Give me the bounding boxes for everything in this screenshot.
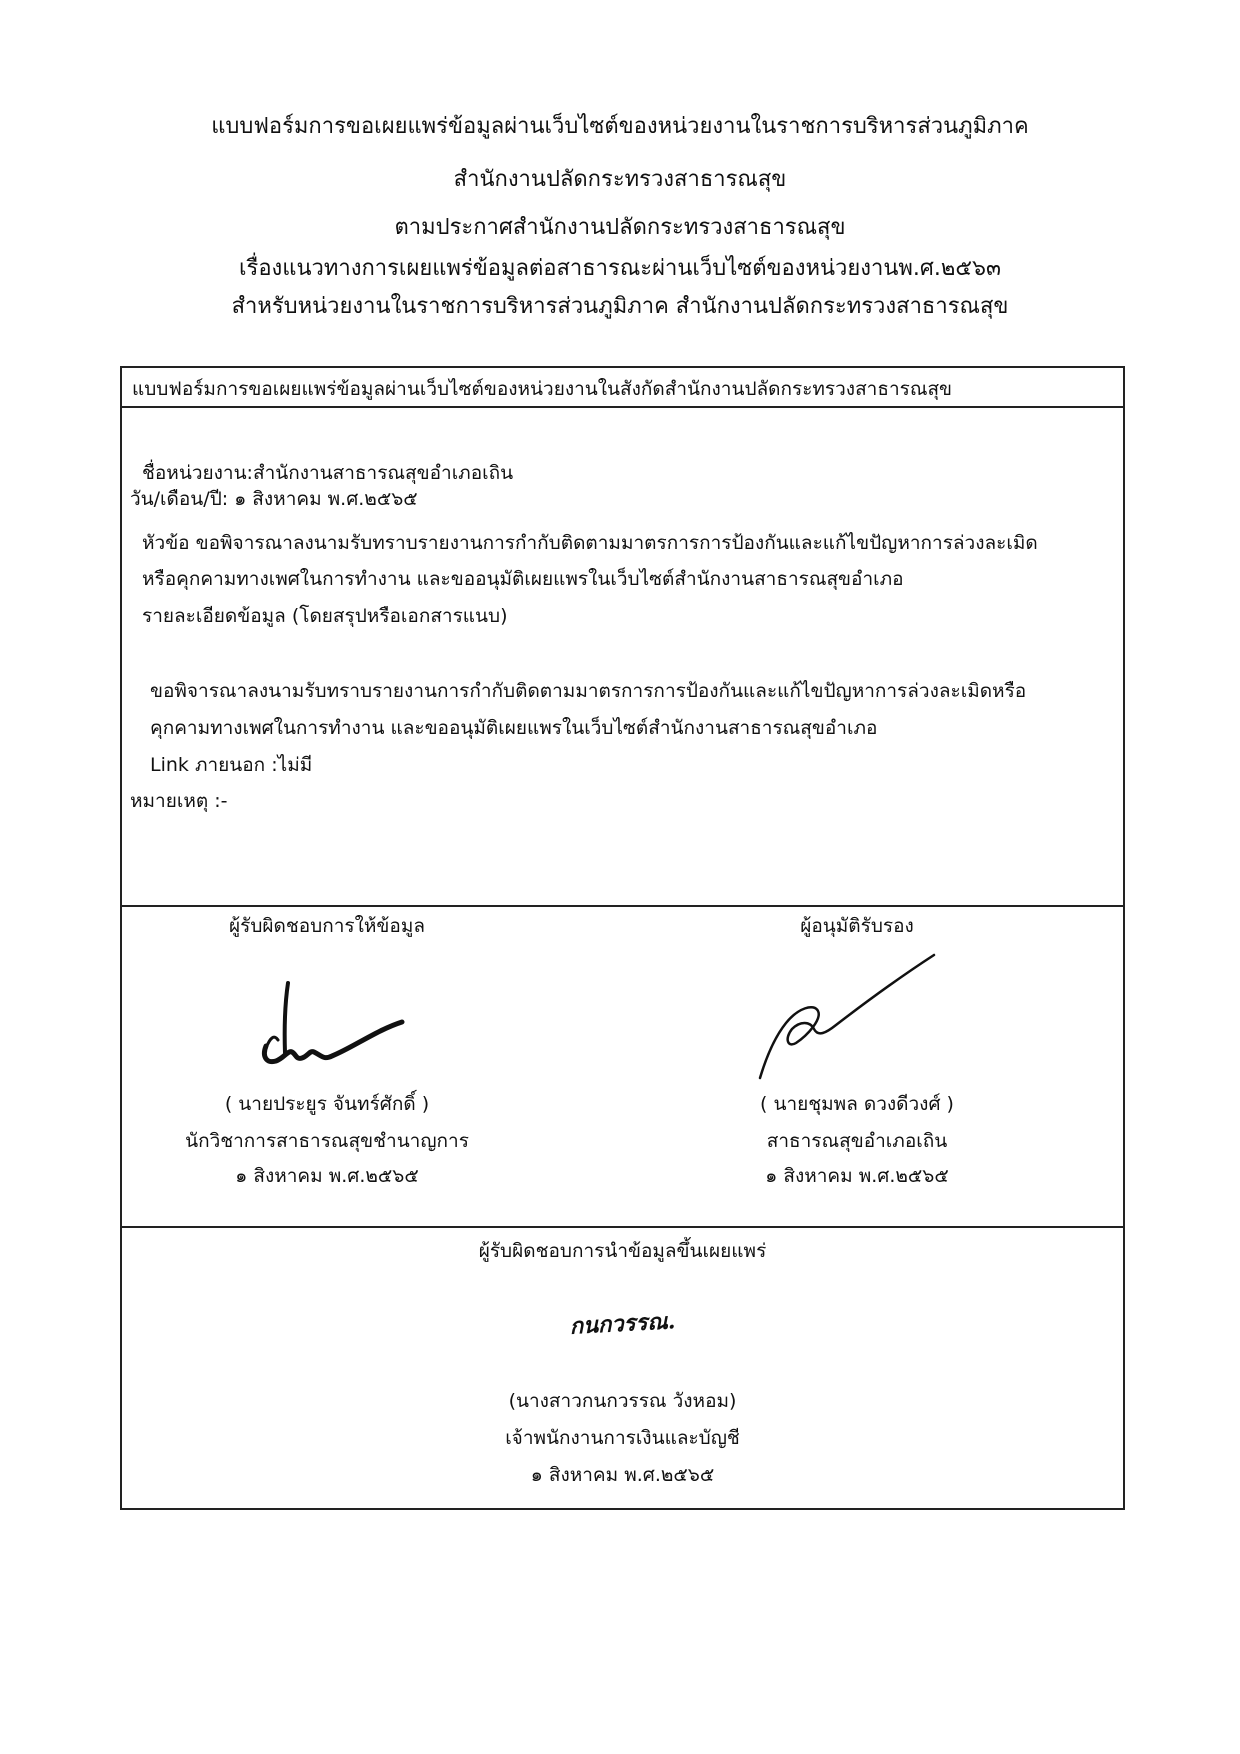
publisher-name: (นางสาวกนกวรรณ วังหอม) (508, 1390, 737, 1412)
header-scope-line: สำหรับหน่วยงานในราชการบริหารส่วนภูมิภาค สำนักงานปลัดกระทรวงสาธารณสุข (231, 294, 1009, 319)
agency-label: ชื่อหน่วยงาน: (142, 462, 253, 484)
publisher-date: ๑ สิงหาคม พ.ศ.๒๕๖๕ (530, 1464, 715, 1486)
remark-row (130, 788, 228, 814)
provider-name: ( นายประยูร จันทร์ศักดิ์ ) (224, 1093, 430, 1115)
link-label: Link ภายนอก (150, 754, 266, 776)
approver-role: ผู้อนุมัติรับรอง (800, 915, 914, 937)
detail-line-2: คุกคามทางเพศในการทำงาน และขออนุมัติเผยแพรในเว็บไซต์สำนักงานสาธารณสุขอำเภอ (150, 717, 878, 739)
provider-role: ผู้รับผิดชอบการให้ข้อมูล (229, 915, 425, 937)
subject-line-2: หรือคุกคามทางเพศในการทำงาน และขออนุมัติเผยแพรในเว็บไซต์สำนักงานสาธารณสุขอำเภอ (142, 568, 904, 590)
row-divider (122, 406, 1123, 408)
header-title-line: แบบฟอร์มการขอเผยแพร่ข้อมูลผ่านเว็บไซต์ของหน่วยงานในราชการบริหารส่วนภูมิภาค (211, 114, 1029, 139)
date-value: ๑ สิงหาคม พ.ศ.๒๕๖๕ (234, 488, 418, 510)
link-row (150, 752, 312, 778)
provider-position: นักวิชาการสาธารณสุขชำนาญการ (185, 1130, 469, 1152)
subject-line-1: หัวข้อ ขอพิจารณาลงนามรับทราบรายงานการกำกับติดตามมาตรการการป้องกันและแก้ไขปัญหาการล่วงละเมิด (142, 532, 1038, 554)
header-subject-line: เรื่องแนวทางการเผยแพร่ข้อมูลต่อสาธารณะผ่านเว็บไซต์ของหน่วยงานพ.ศ.๒๕๖๓ (238, 256, 1002, 281)
date-label: วัน/เดือน/ปี: (130, 488, 229, 510)
approver-position: สาธารณสุขอำเภอเถิน (766, 1130, 948, 1152)
detail-label: รายละเอียดข้อมูล (โดยสรุปหรือเอกสารแนบ) (142, 605, 508, 627)
provider-date: ๑ สิงหาคม พ.ศ.๒๕๖๕ (235, 1165, 419, 1187)
row-divider (122, 1226, 1123, 1228)
date-row (130, 486, 418, 512)
header-ministry-line: สำนักงานปลัดกระทรวงสาธารณสุข (453, 167, 787, 192)
header-announcement-line: ตามประกาศสำนักงานปลัดกระทรวงสาธารณสุข (394, 215, 846, 240)
approver-name: ( นายชุมพล ดวงดีวงศ์ ) (760, 1093, 954, 1115)
publisher-position: เจ้าพนักงานการเงินและบัญชี (505, 1427, 740, 1449)
publication-form (120, 366, 1125, 1510)
link-value: :ไม่มี (271, 754, 313, 776)
row-divider (122, 905, 1123, 907)
agency-row (142, 460, 513, 486)
form-box-title: แบบฟอร์มการขอเผยแพร่ข้อมูลผ่านเว็บไซต์ของหน่วยงานในสังกัดสำนักงานปลัดกระทรวงสาธารณสุข (132, 378, 953, 400)
provider-signature (252, 978, 412, 1073)
publisher-signature: กนกวรรณ. (569, 1308, 676, 1340)
agency-value: สำนักงานสาธารณสุขอำเภอเถิน (252, 462, 514, 484)
approver-signature (752, 953, 937, 1083)
remark-label: หมายเหตุ (130, 790, 209, 812)
remark-value: :- (214, 790, 228, 812)
publisher-role: ผู้รับผิดชอบการนำข้อมูลขึ้นเผยแพร่ (478, 1240, 767, 1262)
approver-date: ๑ สิงหาคม พ.ศ.๒๕๖๕ (765, 1165, 949, 1187)
detail-line-1: ขอพิจารณาลงนามรับทราบรายงานการกำกับติดตามมาตรการการป้องกันและแก้ไขปัญหาการล่วงละเมิดหรือ (150, 680, 1027, 702)
